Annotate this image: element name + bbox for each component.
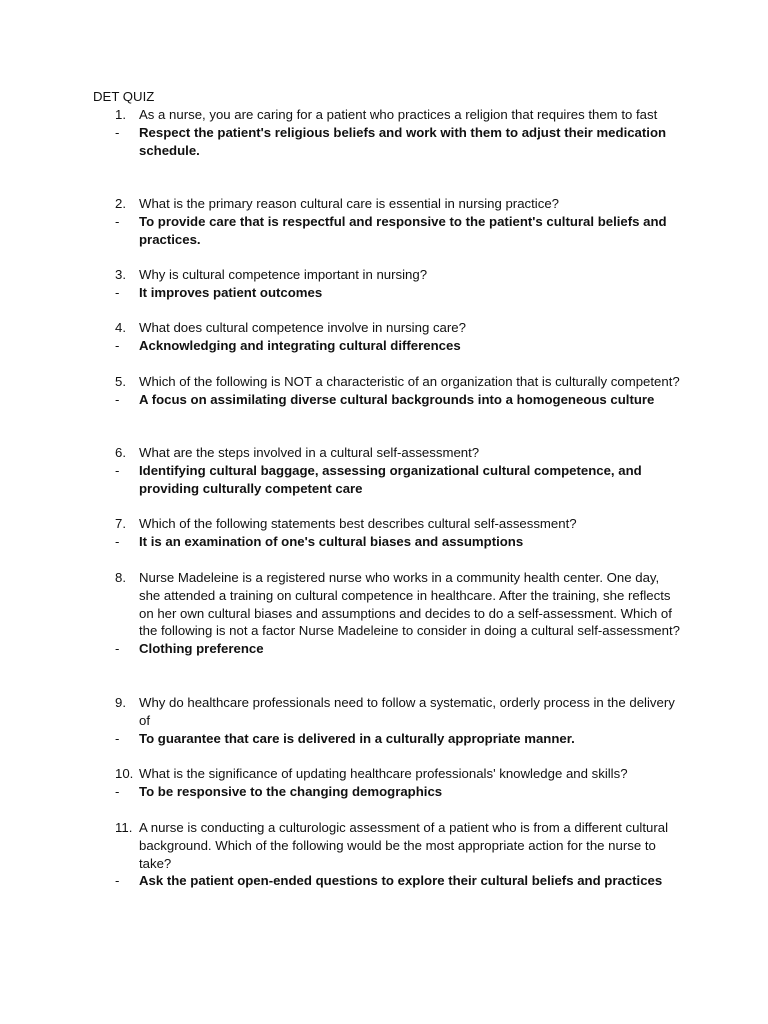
answer-text: Acknowledging and integrating cultural differences — [139, 337, 461, 353]
answer-bullet: - — [115, 213, 120, 229]
quiz-item — [115, 819, 680, 890]
question-text: What is the significance of updating healthcare professionals' knowledge and skills? — [139, 766, 628, 781]
quiz-item — [115, 444, 680, 497]
question-text: What are the steps involved in a cultural self-assessment? — [139, 445, 480, 460]
quiz-item — [115, 515, 680, 551]
answer-text: Clothing preference — [139, 641, 264, 657]
question-number: 11. — [115, 820, 133, 835]
question-text: Which of the following is NOT a characteristic of an organization that is culturally competent? — [139, 374, 680, 389]
answer-text: Respect the patient's religious beliefs and work with them to adjust their medication schedule. — [139, 124, 667, 158]
answer-text: A focus on assimilating diverse cultural backgrounds into a homogeneous culture — [139, 391, 655, 407]
answer-text: To be responsive to the changing demographics — [139, 783, 443, 799]
answer-text: It is an examination of one's cultural biases and assumptions — [139, 533, 524, 549]
question-number: 1. — [115, 107, 126, 122]
question-text: As a nurse, you are caring for a patient who practices a religion that requires them to fast — [139, 107, 658, 122]
question-number: 4. — [115, 320, 126, 335]
quiz-item — [115, 266, 680, 302]
question-number: 3. — [115, 267, 126, 282]
answer-bullet: - — [115, 391, 120, 407]
question-text: Why do healthcare professionals need to follow a systematic, orderly process in the delivery of — [139, 695, 675, 728]
question-text: What is the primary reason cultural care is essential in nursing practice? — [139, 196, 559, 211]
answer-bullet: - — [115, 730, 120, 746]
question-text: Nurse Madeleine is a registered nurse who works in a community health center. One day, she attended a training on cultural competence in healthcare. After the training, she reflects on her own cultural biases and assumptions and decides to do a self-assessment. Which of the following is not a factor Nurse Madeleine to consider in doing a cultural self-assessment? — [139, 570, 680, 639]
question-number: 9. — [115, 695, 126, 710]
quiz-item — [115, 765, 680, 801]
quiz-item — [115, 694, 680, 747]
quiz-item — [115, 569, 680, 658]
answer-bullet: - — [115, 533, 120, 549]
document-title: DET QUIZ — [93, 89, 155, 104]
answer-bullet: - — [115, 462, 120, 478]
answer-text: Identifying cultural baggage, assessing organizational cultural competence, and providing culturally competent care — [139, 462, 642, 496]
question-number: 2. — [115, 196, 126, 211]
answer-bullet: - — [115, 641, 120, 657]
question-text: A nurse is conducting a culturologic assessment of a patient who is from a different cultural background. Which of the following would be the most appropriate action for the nurse to take? — [139, 820, 668, 871]
quiz-item — [115, 319, 680, 355]
quiz-item — [115, 373, 680, 409]
question-number: 10. — [115, 766, 134, 781]
question-number: 7. — [115, 516, 126, 531]
question-number: 6. — [115, 445, 126, 460]
quiz-item — [115, 106, 680, 159]
answer-text: To provide care that is respectful and responsive to the patient's cultural beliefs and practices. — [139, 213, 667, 247]
question-number: 5. — [115, 374, 126, 389]
question-text: What does cultural competence involve in nursing care? — [139, 320, 466, 335]
answer-text: It improves patient outcomes — [139, 284, 323, 300]
answer-bullet: - — [115, 124, 120, 140]
answer-bullet: - — [115, 284, 120, 300]
question-number: 8. — [115, 570, 126, 585]
answer-bullet: - — [115, 337, 120, 353]
answer-text: Ask the patient open-ended questions to explore their cultural beliefs and practices — [139, 873, 663, 889]
question-text: Why is cultural competence important in nursing? — [139, 267, 428, 282]
answer-text: To guarantee that care is delivered in a culturally appropriate manner. — [139, 730, 575, 746]
answer-bullet: - — [115, 873, 120, 889]
quiz-item — [115, 195, 680, 248]
question-text: Which of the following statements best describes cultural self-assessment? — [139, 516, 577, 531]
answer-bullet: - — [115, 783, 120, 799]
